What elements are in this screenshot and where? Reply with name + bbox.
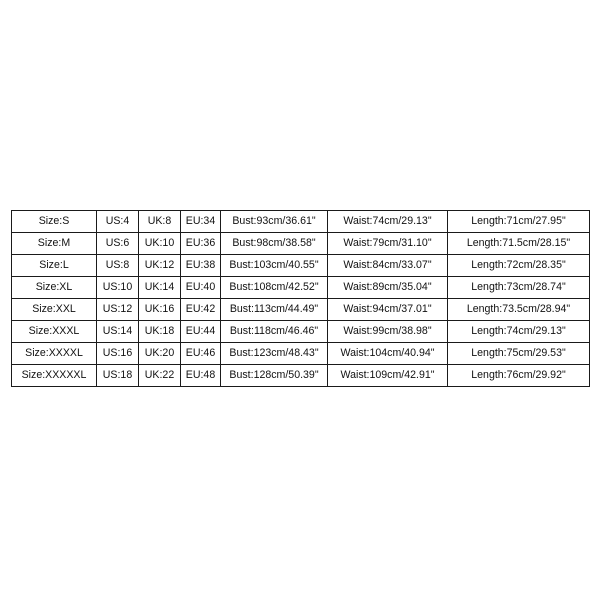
- waist-cell: Waist:109cm/42.91": [328, 365, 448, 387]
- eu-size-cell: EU:48: [181, 365, 221, 387]
- length-cell: Length:76cm/29.92": [448, 365, 590, 387]
- eu-size-cell: EU:46: [181, 343, 221, 365]
- size-cell: Size:XXXXL: [12, 343, 97, 365]
- bust-cell: Bust:123cm/48.43": [221, 343, 328, 365]
- length-cell: Length:72cm/28.35": [448, 255, 590, 277]
- table-row: [12, 255, 590, 277]
- uk-size-cell: UK:18: [139, 321, 181, 343]
- waist-cell: Waist:104cm/40.94": [328, 343, 448, 365]
- us-size-cell: US:18: [97, 365, 139, 387]
- eu-size-cell: EU:40: [181, 277, 221, 299]
- us-size-cell: US:12: [97, 299, 139, 321]
- uk-size-cell: UK:8: [139, 211, 181, 233]
- uk-size-cell: UK:10: [139, 233, 181, 255]
- us-size-cell: US:6: [97, 233, 139, 255]
- length-cell: Length:73.5cm/28.94": [448, 299, 590, 321]
- length-cell: Length:71cm/27.95": [448, 211, 590, 233]
- size-cell: Size:XXXL: [12, 321, 97, 343]
- eu-size-cell: EU:42: [181, 299, 221, 321]
- eu-size-cell: EU:44: [181, 321, 221, 343]
- size-chart-body: [12, 211, 590, 387]
- uk-size-cell: UK:20: [139, 343, 181, 365]
- eu-size-cell: EU:34: [181, 211, 221, 233]
- waist-cell: Waist:94cm/37.01": [328, 299, 448, 321]
- size-cell: Size:XXXXXL: [12, 365, 97, 387]
- table-row: [12, 211, 590, 233]
- waist-cell: Waist:74cm/29.13": [328, 211, 448, 233]
- length-cell: Length:75cm/29.53": [448, 343, 590, 365]
- bust-cell: Bust:93cm/36.61": [221, 211, 328, 233]
- uk-size-cell: UK:16: [139, 299, 181, 321]
- waist-cell: Waist:99cm/38.98": [328, 321, 448, 343]
- waist-cell: Waist:89cm/35.04": [328, 277, 448, 299]
- us-size-cell: US:16: [97, 343, 139, 365]
- table-row: [12, 343, 590, 365]
- bust-cell: Bust:108cm/42.52": [221, 277, 328, 299]
- table-row: [12, 299, 590, 321]
- uk-size-cell: UK:14: [139, 277, 181, 299]
- table-row: [12, 233, 590, 255]
- size-cell: Size:XL: [12, 277, 97, 299]
- size-chart-table: [11, 210, 590, 387]
- length-cell: Length:73cm/28.74": [448, 277, 590, 299]
- length-cell: Length:71.5cm/28.15": [448, 233, 590, 255]
- us-size-cell: US:8: [97, 255, 139, 277]
- us-size-cell: US:4: [97, 211, 139, 233]
- waist-cell: Waist:84cm/33.07": [328, 255, 448, 277]
- bust-cell: Bust:118cm/46.46": [221, 321, 328, 343]
- table-row: [12, 321, 590, 343]
- bust-cell: Bust:113cm/44.49": [221, 299, 328, 321]
- table-row: [12, 277, 590, 299]
- size-cell: Size:L: [12, 255, 97, 277]
- length-cell: Length:74cm/29.13": [448, 321, 590, 343]
- bust-cell: Bust:128cm/50.39": [221, 365, 328, 387]
- us-size-cell: US:10: [97, 277, 139, 299]
- table-row: [12, 365, 590, 387]
- eu-size-cell: EU:36: [181, 233, 221, 255]
- size-cell: Size:S: [12, 211, 97, 233]
- waist-cell: Waist:79cm/31.10": [328, 233, 448, 255]
- size-cell: Size:M: [12, 233, 97, 255]
- us-size-cell: US:14: [97, 321, 139, 343]
- bust-cell: Bust:103cm/40.55": [221, 255, 328, 277]
- eu-size-cell: EU:38: [181, 255, 221, 277]
- uk-size-cell: UK:22: [139, 365, 181, 387]
- bust-cell: Bust:98cm/38.58": [221, 233, 328, 255]
- size-cell: Size:XXL: [12, 299, 97, 321]
- uk-size-cell: UK:12: [139, 255, 181, 277]
